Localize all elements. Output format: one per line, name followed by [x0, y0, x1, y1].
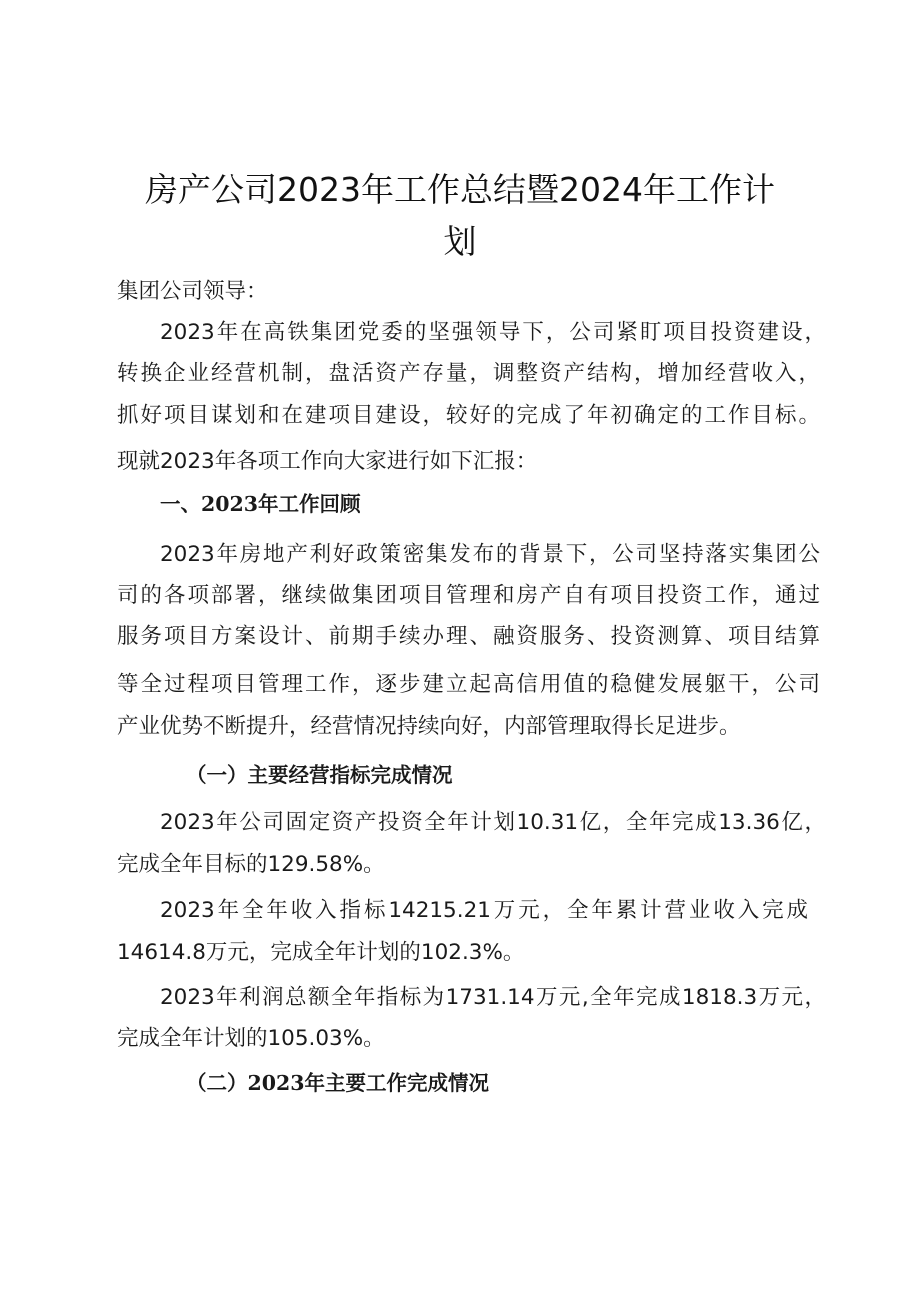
metric-revenue-line: 14614.8万元，完成全年计划的102.3%。 — [117, 940, 525, 965]
metric-profit-line: 2023年利润总额全年指标为1731.14万元,全年完成1818.3万元， — [160, 985, 826, 1010]
document-title-line-2: 划 — [443, 222, 477, 261]
section-body-line: 产业优势不断提升，经营情况持续向好，内部管理取得长足进步。 — [117, 714, 741, 739]
section-body-line: 司的各项部署，继续做集团项目管理和房产自有项目投资工作，通过 — [117, 583, 820, 608]
intro-line: 现就2023年各项工作向大家进行如下汇报： — [117, 449, 538, 474]
metric-investment-line: 完成全年目标的129.58%。 — [117, 852, 385, 877]
document-title-line-1: 房产公司2023年工作总结暨2024年工作计 — [145, 170, 775, 209]
section-body-line: 2023年房地产利好政策密集发布的背景下，公司坚持落实集团公 — [160, 542, 820, 567]
intro-line: 转换企业经营机制，盘活资产存量，调整资产结构，增加经营收入， — [117, 361, 820, 386]
section-body-line: 服务项目方案设计、前期手续办理、融资服务、投资测算、项目结算 — [117, 624, 820, 649]
section-body-line: 等全过程项目管理工作，逐步建立起高信用值的稳健发展躯干，公司 — [117, 672, 820, 697]
subsection-heading: （二）2023年主要工作完成情况 — [186, 1071, 490, 1095]
metric-revenue-line: 2023年全年收入指标14215.21万元，全年累计营业收入完成 — [160, 898, 808, 923]
salutation: 集团公司领导： — [117, 279, 268, 304]
metric-profit-line: 完成全年计划的105.03%。 — [117, 1026, 385, 1051]
subsection-heading: （一）主要经营指标完成情况 — [186, 763, 453, 787]
metric-investment-line: 2023年公司固定资产投资全年计划10.31亿，全年完成13.36亿， — [160, 810, 826, 835]
section-heading: 一、2023年工作回顾 — [160, 492, 361, 516]
intro-line: 2023年在高铁集团党委的坚强领导下，公司紧盯项目投资建设， — [160, 320, 826, 345]
intro-line: 抓好项目谋划和在建项目建设，较好的完成了年初确定的工作目标。 — [117, 403, 820, 428]
